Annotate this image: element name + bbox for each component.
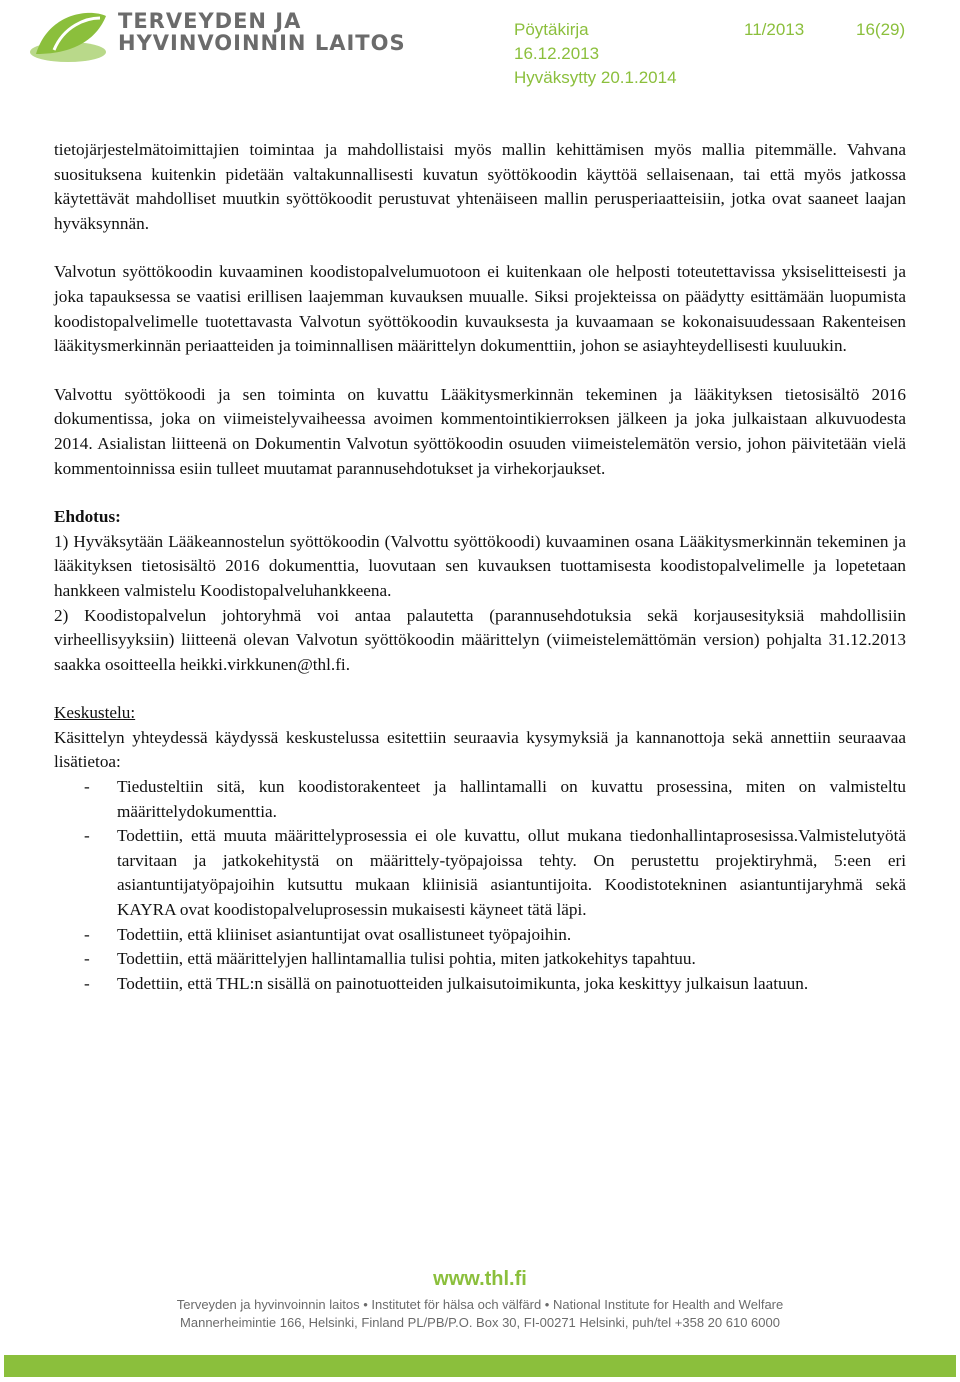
document-body [54, 138, 906, 996]
doc-date: 16.12.2013 [514, 44, 600, 63]
footer-bar [4, 1355, 956, 1377]
paragraph-2: Valvotun syöttökoodin kuvaaminen koodistopalvelumuotoon ei kuitenkaan ole helposti toteutettavissa yksiselitteisesti ja joka tapauksessa se vaatisi erillisen laajemman kuvauksen muualle. Siksi projekteissa on päädytty esittämään luopumista koodistopalvelimelle tuotettavasta Valvotun syöttökoodin kuvauksesta ja kuvaamaan se kokonaisuudessaan Rakenteisen lääkitysmerkinnän periaatteiden ja toiminnallisen määrittelyn dokumenttiin, johon se asiayhteydellisesti kuuluukin. [54, 262, 906, 356]
list-dash: - [84, 973, 90, 993]
doc-number: 11/2013 [744, 20, 805, 39]
footer-address-line: Mannerheimintie 166, Helsinki, Finland PL/PB/P.O. Box 30, FI-00271 Helsinki, puh/tel +358 20 610 6000 [180, 1315, 780, 1330]
footer-institute-line: Terveyden ja hyvinvoinnin laitos • Institutet för hälsa och välfärd • National Institute for Health and Welfare [176, 1297, 784, 1312]
list-dash: - [84, 777, 90, 797]
proposal-item-1: 1) Hyväksytään Lääkeannostelun syöttökoodin (Valvottu syöttökoodi) kuvaaminen osana Lääkitysmerkinnän tekeminen ja lääkityksen tietosisältö 2016 dokumenttia, luovutaan sen kuvauksen tuottamisesta koodistopalvelimelle ja lopetetaan hankkeen valmistelu Koodistopalveluhankkeena. [54, 531, 906, 600]
discussion-intro: Käsittelyn yhteydessä käydyssä keskustelussa esitettiin seuraavia kysymyksiä ja kannanottoja sekä annettiin seuraavaa lisätietoa: [54, 727, 906, 772]
logo-line-1: TERVEYDEN JA [118, 9, 302, 33]
page-footer [0, 1268, 960, 1332]
list-item [54, 923, 906, 948]
logo-wordmark [118, 10, 406, 54]
doc-approved: Hyväksytty 20.1.2014 [514, 68, 677, 87]
list-item-text: Todettiin, että muuta määrittelyprosessia ei ole kuvattu, ollut mukana tiedonhallintaprosesissa.Valmistelutyötä tarvitaan ja jatkokehitystä on määrittely-työpajoissa tehty. On perustettu projektiryhmä, 5:een eri asiantuntijatyöpajoihin kutsuttu mukaan kliinisiä asiantuntijoita. Koodistotekninen asiantuntijaryhmä sekä KAYRA ovat koodistopalveluprosessin mukaisesti käyneet tätä läpi. [117, 826, 906, 920]
page-number: 16(29) [856, 20, 906, 39]
list-item-text: Todettiin, että määrittelyjen hallintamallia tulisi pohtia, miten jatkokehitys tapahtuu. [117, 949, 696, 969]
list-dash: - [84, 826, 90, 846]
doc-meta [514, 18, 677, 90]
list-item-text: Todettiin, että THL:n sisällä on painotuotteiden julkaisutoimikunta, joka keskittyy julkaisun laatuun. [117, 973, 809, 993]
list-item-text: Todettiin, että kliiniset asiantuntijat ovat osallistuneet työpajoihin. [117, 924, 572, 944]
list-item [54, 947, 906, 972]
list-dash: - [84, 924, 90, 944]
list-item-text: Tiedusteltiin sitä, kun koodistorakenteet ja hallintamalli on kuvattu prosessina, miten on valmisteltu määrittelydokumenttia. [117, 777, 906, 821]
list-item [54, 775, 906, 824]
paragraph-3: Valvottu syöttökoodi ja sen toiminta on kuvattu Lääkitysmerkinnän tekeminen ja lääkityksen tietosisältö 2016 dokumentissa, joka on viimeistelyvaiheessa avoimen kommentointikierroksen jälkeen ja joka julkaistaan alkuvuodesta 2014. Asialistan liitteenä on Dokumentin Valvotun syöttökoodin osuuden viimeistelemätön versio, johon päivitetään vielä kommentoinnissa esiin tulleet muutamat parannusehdotukset ja virhekorjaukset. [54, 384, 906, 478]
discussion-heading: Keskustelu: [54, 703, 136, 723]
paragraph-1: tietojärjestelmätoimittajien toimintaa ja mahdollistaisi myös mallin kehittämisen myös mallia pitemmälle. Vahvana suosituksena kuitenkin pidetään valtakunnallisesti kuvatun syöttökoodin käyttöä sellaisenaan, tai että myös jatkossa käytettävät mahdolliset muutkin syöttökoodit perustuvat yhtenäiseen mallin perusperiaatteisiin, jotka ovat saaneet laajan hyväksynnän. [54, 140, 906, 233]
list-dash: - [84, 949, 90, 969]
proposal-item-2: 2) Koodistopalvelun johtoryhmä voi antaa palautetta (parannusehdotuksia sekä korjausesityksiä mahdollisiin virheellisyyksiin) liitteenä olevan Valvotun syöttökoodin määrittelyn (viimeistelemättömän version) pohjalta 31.12.2013 saakka osoitteella heikki.virkkunen@thl.fi. [54, 605, 906, 674]
page-header [0, 0, 960, 100]
doc-type: Pöytäkirja [514, 20, 589, 39]
website-link[interactable]: www.thl.fi [433, 1268, 527, 1290]
list-item [54, 824, 906, 922]
logo-line-2: HYVINVOINNIN LAITOS [118, 31, 406, 55]
proposal-heading: Ehdotus: [54, 507, 121, 527]
list-item [54, 972, 906, 997]
discussion-list [54, 775, 906, 996]
